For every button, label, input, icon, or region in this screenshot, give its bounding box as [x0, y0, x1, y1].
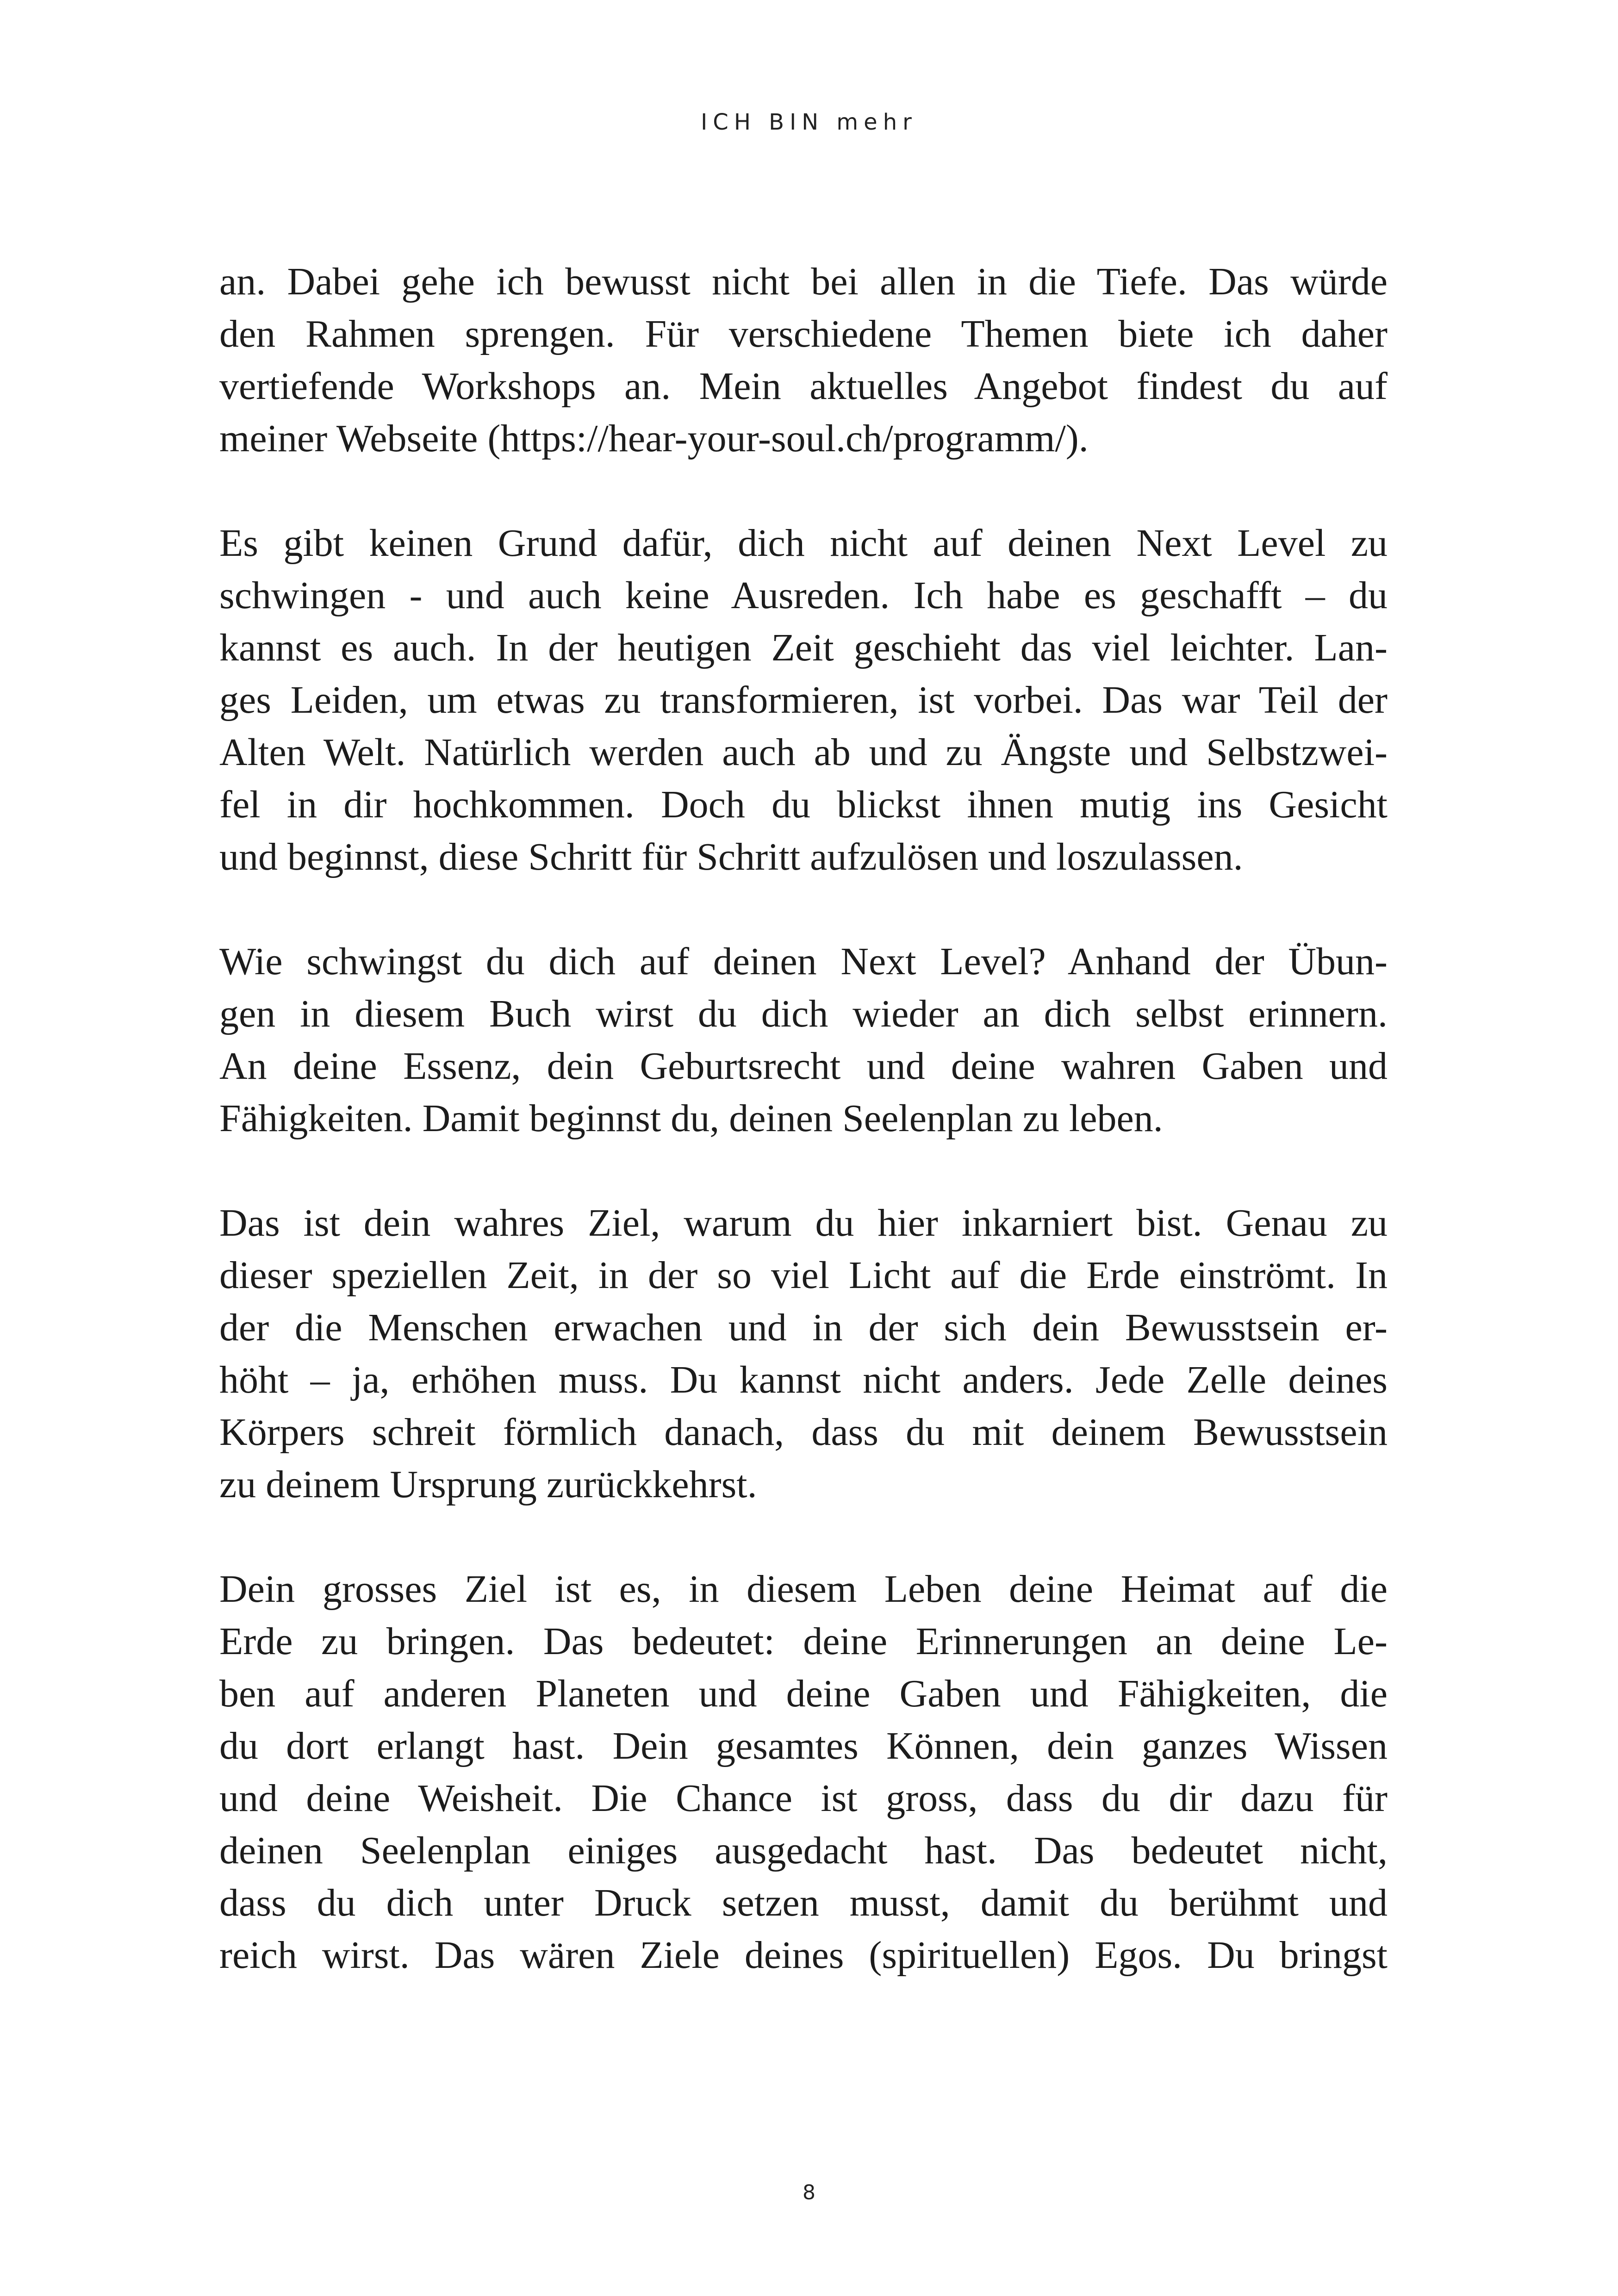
paragraph-gap: [219, 1145, 1388, 1197]
text-line: fel in dir hochkommen. Doch du blickst ihnen mutig ins Gesicht: [219, 783, 1388, 826]
text-line: an. Dabei gehe ich bewusst nicht bei allen in die Tiefe. Das würde: [219, 260, 1388, 303]
text-line: höht – ja, erhöhen muss. Du kannst nicht anders. Jede Zelle deines: [219, 1358, 1388, 1401]
text-line: Das ist dein wahres Ziel, warum du hier inkarniert bist. Genau zu: [219, 1201, 1388, 1244]
paragraph-gap: [219, 883, 1388, 935]
text-line: du dort erlangt hast. Dein gesamtes Können, dein ganzes Wissen: [219, 1724, 1388, 1767]
text-line: dieser speziellen Zeit, in der so viel Licht auf die Erde einströmt. In: [219, 1254, 1388, 1297]
text-line: Es gibt keinen Grund dafür, dich nicht auf deinen Next Level zu: [219, 522, 1388, 565]
text-line: und beginnst, diese Schritt für Schritt aufzulösen und loszulassen.: [219, 835, 1243, 878]
text-line: Fähigkeiten. Damit beginnst du, deinen Seelenplan zu leben.: [219, 1097, 1163, 1140]
text-line: vertiefende Workshops an. Mein aktuelles Angebot findest du auf: [219, 365, 1388, 408]
paragraph: [219, 1563, 1388, 1981]
text-line: Wie schwingst du dich auf deinen Next Level? Anhand der Übun-: [219, 940, 1388, 983]
paragraph: [219, 935, 1388, 1145]
text-line: kannst es auch. In der heutigen Zeit geschieht das viel leichter. Lan-: [219, 626, 1388, 669]
text-line: Alten Welt. Natürlich werden auch ab und zu Ängste und Selbstzwei-: [219, 731, 1388, 774]
text-line: Körpers schreit förmlich danach, dass du mit deinem Bewusstsein: [219, 1411, 1388, 1454]
paragraph: [219, 517, 1388, 883]
text-line: Dein grosses Ziel ist es, in diesem Leben deine Heimat auf die: [219, 1568, 1388, 1611]
text-line: zu deinem Ursprung zurückkehrst.: [219, 1463, 757, 1506]
text-line: reich wirst. Das wären Ziele deines (spirituellen) Egos. Du bringst: [219, 1934, 1388, 1977]
paragraph-gap: [219, 1511, 1388, 1563]
page-body: [219, 255, 1388, 1981]
paragraph-gap: [219, 465, 1388, 517]
page-number: 8: [803, 2181, 815, 2204]
text-line: Erde zu bringen. Das bedeutet: deine Erinnerungen an deine Le-: [219, 1620, 1388, 1663]
text-line: der die Menschen erwachen und in der sich dein Bewusstsein er-: [219, 1306, 1388, 1349]
text-line: den Rahmen sprengen. Für verschiedene Themen biete ich daher: [219, 312, 1388, 355]
text-line: dass du dich unter Druck setzen musst, damit du berühmt und: [219, 1881, 1388, 1924]
text-line: und deine Weisheit. Die Chance ist gross, dass du dir dazu für: [219, 1777, 1388, 1820]
paragraph: [219, 255, 1388, 465]
text-line: An deine Essenz, dein Geburtsrecht und deine wahren Gaben und: [219, 1045, 1388, 1088]
text-line: gen in diesem Buch wirst du dich wieder an dich selbst erinnern.: [219, 992, 1388, 1035]
text-line: deinen Seelenplan einiges ausgedacht hast. Das bedeutet nicht,: [219, 1829, 1388, 1872]
text-line: schwingen - und auch keine Ausreden. Ich habe es geschafft – du: [219, 574, 1388, 617]
text-line: ges Leiden, um etwas zu transformieren, ist vorbei. Das war Teil der: [219, 678, 1388, 722]
text-line: meiner Webseite (https://hear-your-soul.ch/programm/).: [219, 417, 1089, 460]
text-line: ben auf anderen Planeten und deine Gaben und Fähigkeiten, die: [219, 1672, 1388, 1715]
paragraph: [219, 1197, 1388, 1511]
running-header: ICH BIN mehr: [701, 109, 917, 135]
